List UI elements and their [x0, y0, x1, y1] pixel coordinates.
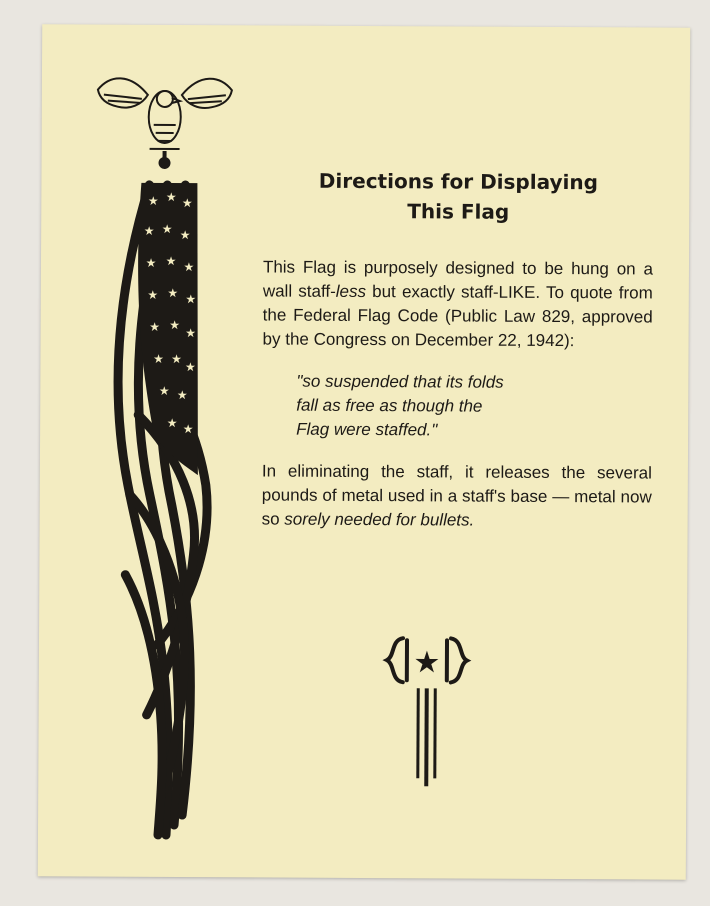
paragraph-metal-emphasis: sorely needed for bullets.	[284, 509, 475, 530]
star-emblem-icon	[376, 626, 477, 787]
title-line-1: Directions for Displaying	[318, 168, 599, 195]
paragraph-intro	[263, 255, 653, 353]
svg-text:★: ★	[145, 255, 157, 270]
quote-line-1: "so suspended that its folds	[296, 371, 504, 392]
directions-text	[262, 165, 654, 533]
paragraph-intro-part-b: but exactly staff-LIKE. To quote from the Federal Flag Code (Public Law 829, approved by the Congress on December 22, 1942):	[262, 282, 653, 351]
svg-text:★: ★	[179, 228, 191, 243]
svg-text:★: ★	[413, 645, 441, 681]
svg-text:★: ★	[176, 388, 188, 403]
paragraph-intro-emphasis: less	[335, 281, 367, 302]
svg-text:★: ★	[167, 285, 179, 301]
eagle-icon	[98, 78, 232, 149]
svg-text:★: ★	[143, 223, 155, 238]
quote-line-2: fall as free as though the	[296, 395, 483, 416]
title-line-2: This Flag	[407, 199, 510, 224]
paragraph-metal	[262, 459, 652, 533]
svg-text:★: ★	[161, 221, 173, 236]
svg-text:★: ★	[183, 260, 195, 275]
page-title	[263, 165, 653, 227]
flag-code-quote	[296, 370, 652, 444]
paragraph-metal-part-a: In eliminating the staff, it releases the several pounds of metal used in a staff's base — metal now so	[261, 461, 652, 529]
svg-text:★: ★	[147, 193, 159, 208]
svg-text:★: ★	[169, 317, 181, 333]
svg-text:★: ★	[149, 319, 161, 334]
svg-text:★: ★	[185, 292, 197, 307]
svg-text:★: ★	[185, 326, 197, 341]
quote-line-3: Flag were staffed."	[296, 419, 438, 440]
svg-text:★: ★	[147, 287, 159, 302]
draped-flag-icon	[86, 55, 240, 846]
svg-text:★: ★	[165, 189, 177, 205]
svg-text:★: ★	[165, 253, 177, 269]
svg-text:★: ★	[181, 196, 193, 211]
svg-text:★: ★	[182, 422, 194, 437]
svg-text:★: ★	[166, 415, 178, 431]
svg-text:★: ★	[158, 383, 170, 398]
leaflet-page	[38, 24, 690, 879]
paragraph-intro-part-a: This Flag is purposely designed to be hung on a wall staff-	[262, 257, 654, 301]
svg-text:★: ★	[153, 351, 164, 366]
svg-text:★: ★	[185, 360, 196, 375]
svg-text:★: ★	[171, 351, 182, 367]
